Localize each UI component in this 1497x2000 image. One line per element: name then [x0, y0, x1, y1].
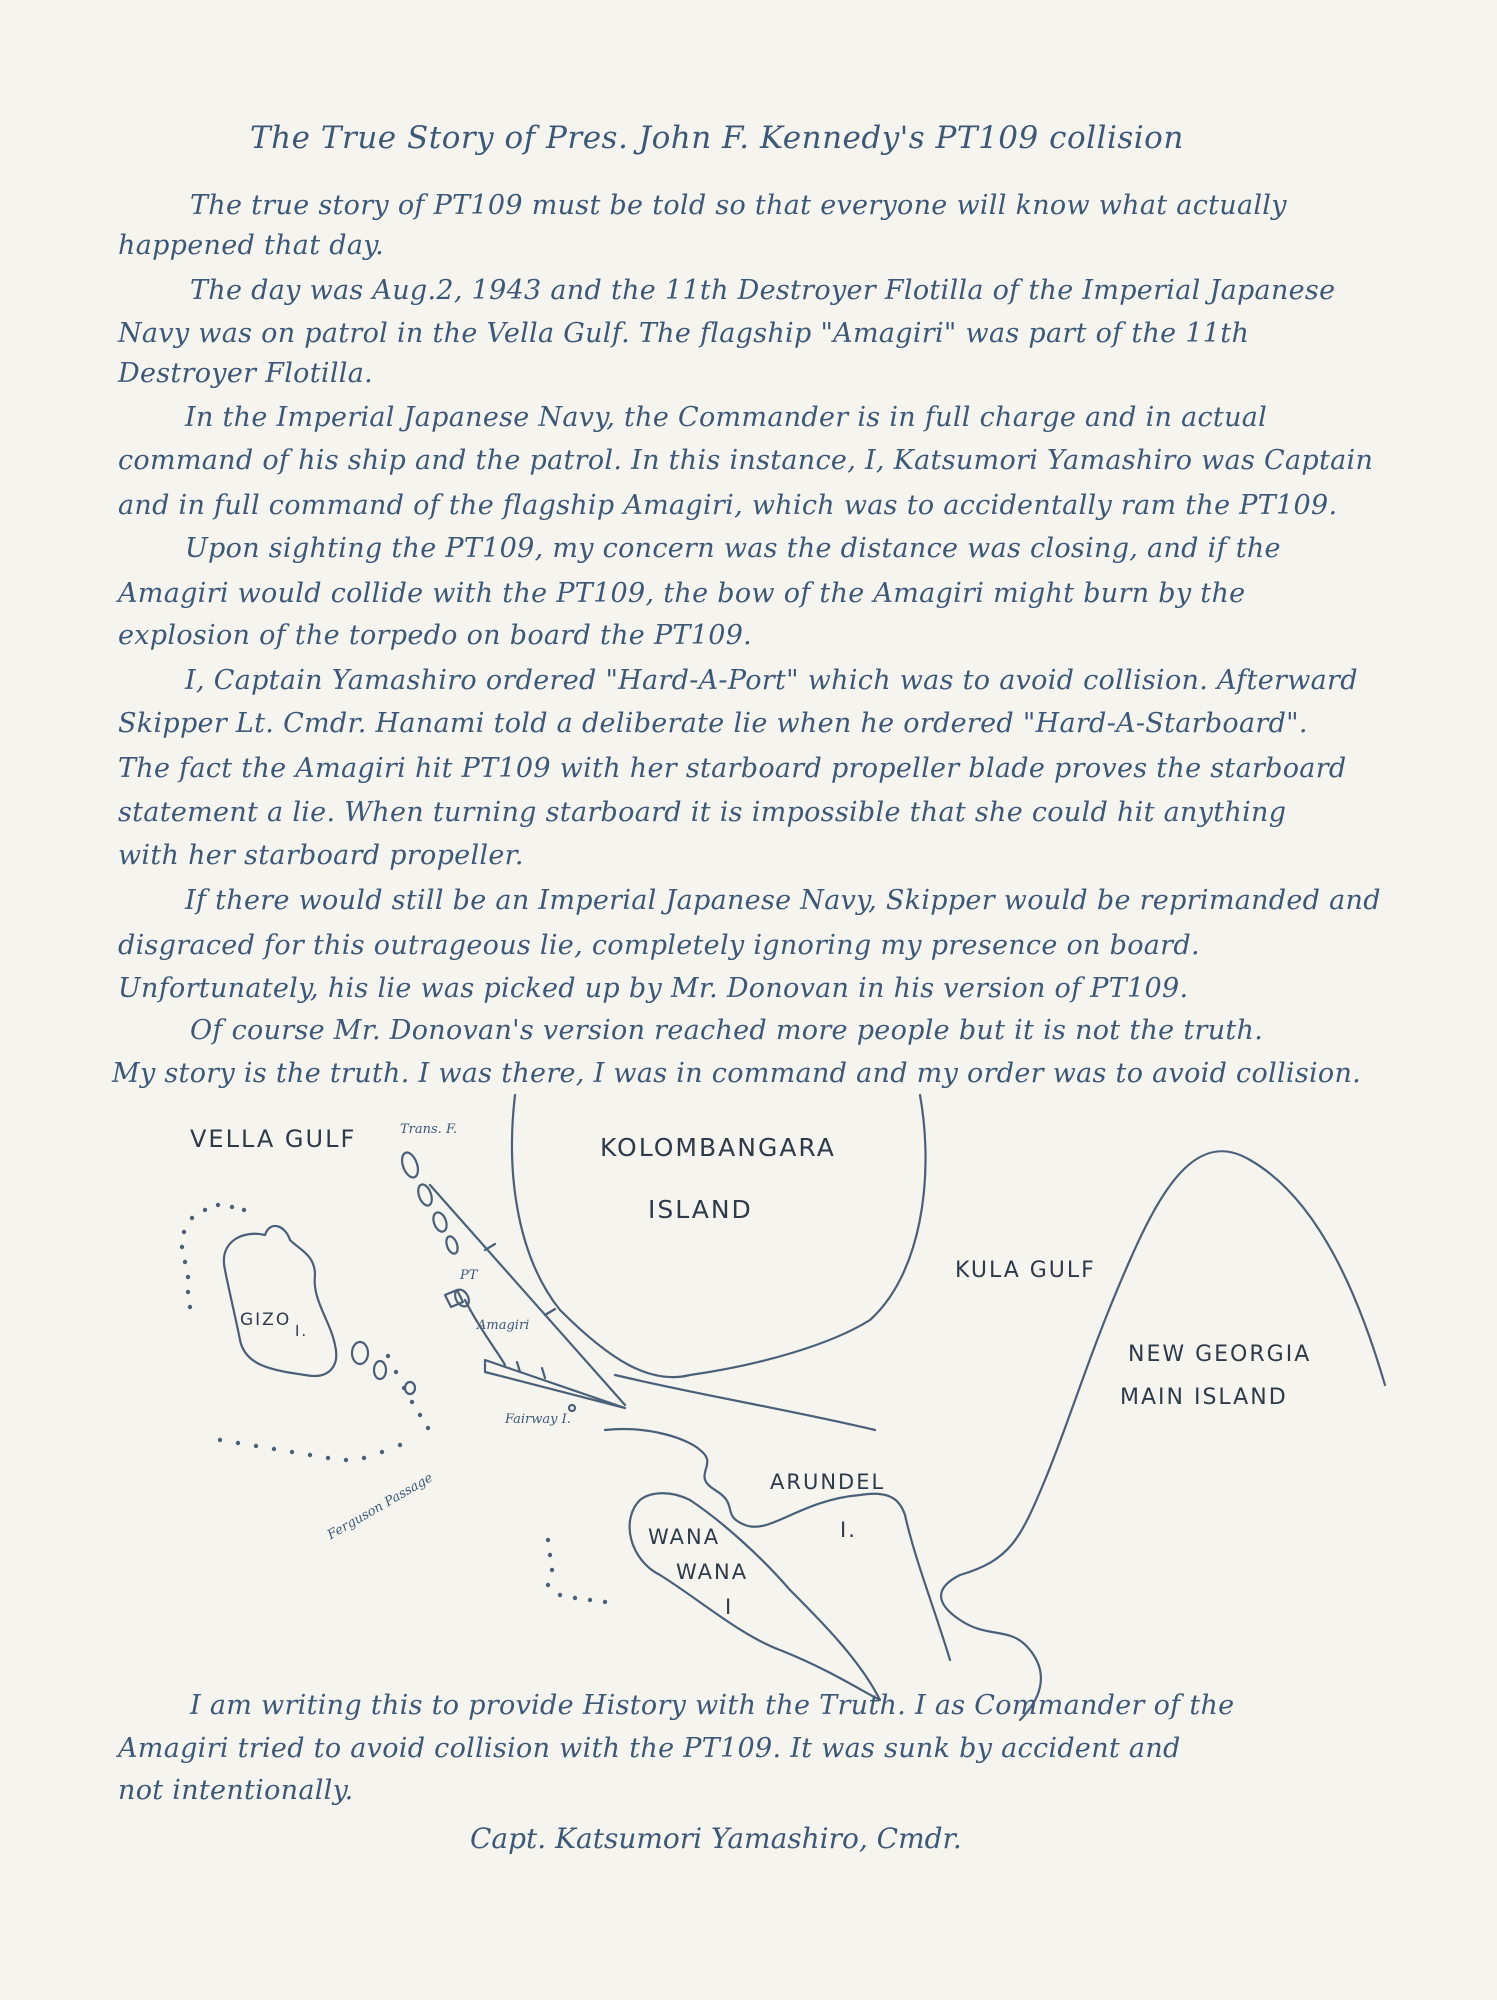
- ship-marker: [399, 1150, 421, 1179]
- map-label-wana-1: WANA: [648, 1525, 721, 1549]
- body-line: Unfortunately, his lie was picked up by Mr. Donovan in his version of PT109.: [118, 973, 1189, 1004]
- map-label-ferguson-passage: Ferguson Passage: [325, 1470, 436, 1543]
- map-label-island: ISLAND: [648, 1195, 753, 1224]
- map-label-kula-gulf: KULA GULF: [955, 1258, 1096, 1283]
- map-label-arundel-i: I.: [840, 1518, 857, 1542]
- body-line: The fact the Amagiri hit PT109 with her starboard propeller blade proves the starboard: [118, 753, 1347, 784]
- ship-marker: [444, 1235, 460, 1255]
- body-line: command of his ship and the patrol. In this instance, I, Katsumori Yamashiro was Captain: [118, 445, 1374, 476]
- body-line: Of course Mr. Donovan's version reached more people but it is not the truth.: [190, 1015, 1264, 1046]
- body-line: happened that day.: [118, 230, 385, 261]
- body-line: Destroyer Flotilla.: [118, 358, 373, 389]
- fairway-islet: [569, 1405, 575, 1411]
- body-line: In the Imperial Japanese Navy, the Commander is in full charge and in actual: [185, 402, 1268, 433]
- map-label-gizo-i: I.: [295, 1322, 309, 1340]
- body-line: The true story of PT109 must be told so that everyone will know what actually: [190, 190, 1287, 221]
- map-label-vella-gulf: VELLA GULF: [190, 1125, 357, 1153]
- body-line: explosion of the torpedo on board the PT109.: [118, 620, 753, 651]
- closing-line: I am writing this to provide History with the Truth. I as Commander of the: [190, 1690, 1235, 1721]
- amagiri-track: [485, 1360, 625, 1408]
- closing-line: Amagiri tried to avoid collision with the PT109. It was sunk by accident and: [118, 1733, 1181, 1764]
- track-tick: [485, 1244, 495, 1250]
- body-line: with her starboard propeller.: [118, 840, 524, 871]
- map-label-kolombangara: KOLOMBANGARA: [600, 1133, 836, 1162]
- map-label-wana-i: I: [725, 1595, 734, 1619]
- islet: [352, 1342, 368, 1364]
- body-line: Skipper Lt. Cmdr. Hanami told a deliberate lie when he ordered "Hard-A-Starboard".: [118, 708, 1308, 739]
- body-line: and in full command of the flagship Amagiri, which was to accidentally ram the PT109.: [118, 490, 1338, 521]
- map-label-wana-2: WANA: [676, 1560, 749, 1584]
- gizo-coast: [224, 1226, 336, 1376]
- map-label-pt: PT: [460, 1268, 478, 1283]
- body-line: disgraced for this outrageous lie, completely ignoring my presence on board.: [118, 930, 1200, 961]
- map-label-arundel: ARUNDEL: [770, 1470, 886, 1494]
- body-line: Amagiri would collide with the PT109, the bow of the Amagiri might burn by the: [118, 578, 1246, 609]
- signature: Capt. Katsumori Yamashiro, Cmdr.: [470, 1822, 962, 1855]
- closing-line: not intentionally.: [118, 1775, 354, 1806]
- map-label-fairway: Fairway I.: [505, 1412, 571, 1427]
- body-line: The day was Aug.2, 1943 and the 11th Destroyer Flotilla of the Imperial Japanese: [190, 275, 1336, 306]
- map-label-amagiri: Amagiri: [477, 1318, 530, 1333]
- islet: [405, 1382, 415, 1394]
- body-line: Upon sighting the PT109, my concern was the distance was closing, and if the: [185, 533, 1281, 564]
- map-label-trans-f: Trans. F.: [400, 1122, 458, 1137]
- body-line: Navy was on patrol in the Vella Gulf. The flagship "Amagiri" was part of the 11th: [118, 318, 1250, 349]
- ship-marker: [431, 1211, 449, 1234]
- channel-line: [615, 1375, 875, 1430]
- body-line: I, Captain Yamashiro ordered "Hard-A-Port" which was to avoid collision. Afterward: [185, 665, 1358, 696]
- new-georgia-coast: [941, 1151, 1385, 1720]
- track-tick: [545, 1309, 555, 1315]
- map-label-gizo: GIZO: [240, 1310, 292, 1330]
- body-line: My story is the truth. I was there, I was in command and my order was to avoid collision.: [112, 1058, 1362, 1089]
- dotted-reef: [180, 1203, 607, 1604]
- track-tick: [542, 1368, 545, 1378]
- islet: [374, 1361, 386, 1379]
- body-line: statement a lie. When turning starboard it is impossible that she could hit anything: [118, 797, 1287, 828]
- body-line: If there would still be an Imperial Japanese Navy, Skipper would be reprimanded and: [185, 885, 1381, 916]
- map-label-main-island: MAIN ISLAND: [1120, 1385, 1288, 1410]
- map-label-new-georgia: NEW GEORGIA: [1128, 1342, 1312, 1367]
- letter-title: The True Story of Pres. John F. Kennedy's PT109 collision: [250, 120, 1184, 156]
